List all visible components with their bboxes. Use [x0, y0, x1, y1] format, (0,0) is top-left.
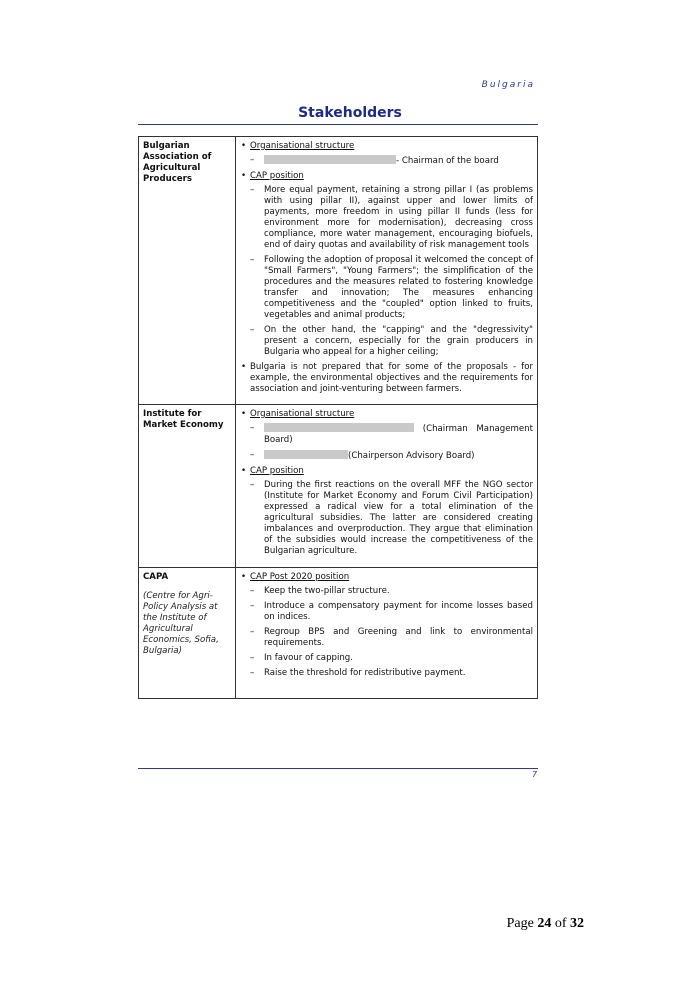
role-text: (Chairperson Advisory Board): [348, 451, 475, 461]
stakeholders-table: [138, 136, 538, 699]
list-item: – On the other hand, the "capping" and the "degressivity" present a concern, especially for the grain producers in Bulgaria who appeal for a higher ceiling;: [250, 325, 533, 358]
org-name: Institute for Market Economy: [139, 405, 236, 568]
list-item: [240, 409, 533, 420]
table-row: [139, 405, 538, 568]
list-item: – During the first reactions on the overall MFF the NGO sector (Institute for Market Economy and Forum Civil Participation) expressed a radical view for a total elimination of the agricultural subsidies. The latter are considered creating imbalances and overproduction. They argue that elimination of the subsidies would increase the competitiveness of the Bulgarian agriculture.: [250, 480, 533, 557]
section-label: CAP position: [250, 171, 304, 181]
page-prefix: Page: [506, 916, 534, 931]
list-item: [250, 155, 533, 167]
list-item: – More equal payment, retaining a strong pillar I (as problems with using pillar II), against upper and lower limits of payments, more freedom in using pillar II funds (less for environment more for modernisation), decreasing cross compliance, more water management, encouraging biofuels, end of dairy quotas and availability of risk management tools: [250, 185, 533, 251]
org-name: Bulgarian Association of Agricultural Producers: [139, 137, 236, 405]
page-title: Stakeholders: [298, 105, 402, 121]
country-header: Bulgaria: [481, 80, 535, 90]
page-of: of: [554, 916, 567, 931]
total-pages: 32: [570, 916, 584, 931]
org-details: [236, 568, 538, 699]
section-label: Organisational structure: [250, 141, 355, 151]
list-item: – Following the adoption of proposal it welcomed the concept of "Small Farmers", "Young Farmers"; the simplification of the procedures and the measures related to fostering knowledge transfer and innovation; The measures enhancing competitiveness and the "coupled" option linked to fruits, vegetables and animal products;: [250, 255, 533, 321]
list-item: [240, 572, 533, 583]
list-item: [240, 171, 533, 182]
section-label: CAP position: [250, 466, 304, 476]
list-item: – Introduce a compensatory payment for income losses based on indices.: [250, 601, 533, 623]
org-name: CAPA: [143, 572, 169, 582]
redacted-name: [264, 450, 348, 459]
redacted-name: [264, 423, 414, 432]
list-item: [250, 450, 533, 462]
page-counter: [507, 916, 584, 932]
list-item: [240, 141, 533, 152]
section-label: Organisational structure: [250, 409, 355, 419]
list-item: – Raise the threshold for redistributive payment.: [250, 668, 533, 679]
list-item: – Regroup BPS and Greening and link to environmental requirements.: [250, 627, 533, 649]
org-details: [236, 137, 538, 405]
list-item: – In favour of capping.: [250, 653, 533, 664]
list-item: • Bulgaria is not prepared that for some of the proposals - for example, the environmental objectives and the requirements for association and joint-venturing between farmers.: [240, 362, 533, 395]
org-details: [236, 405, 538, 568]
current-page: 24: [537, 916, 552, 931]
list-item: – Keep the two-pillar structure.: [250, 586, 533, 597]
org-cell: [139, 568, 236, 699]
section-label: CAP Post 2020 position: [250, 572, 350, 582]
role-text: - Chairman of the board: [396, 156, 499, 166]
org-description: (Centre for Agri-Policy Analysis at the Institute of Agricultural Economics, Sofia, Bulgaria): [143, 591, 219, 656]
list-item: [240, 466, 533, 477]
footer-divider: [138, 768, 538, 769]
list-item: [250, 423, 533, 446]
inner-page-number: 7: [532, 770, 538, 779]
role-text: (Chairman Management Board): [264, 424, 533, 445]
table-row: [139, 137, 538, 405]
title-divider: [138, 124, 538, 125]
table-row: [139, 568, 538, 699]
redacted-name: [264, 155, 396, 164]
